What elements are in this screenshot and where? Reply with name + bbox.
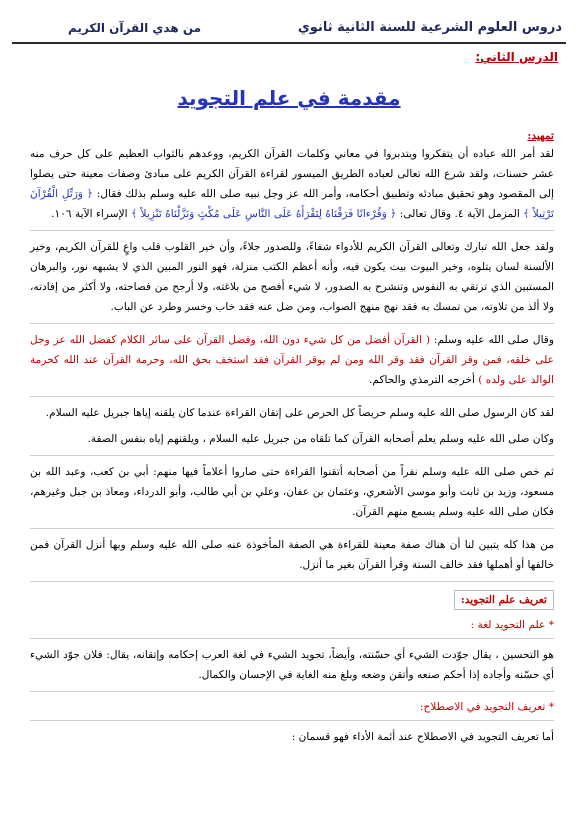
divider [30,323,554,324]
divider [30,455,554,456]
hadith-intro: وقال صلى الله عليه وسلم: [430,334,554,346]
divider [30,230,554,231]
paragraph-2: ولقد جعل الله تبارك وتعالى القرآن الكريم للأدواء شفاءً، وللصدور جلاءً، وأن خير القلوب قلب واعٍ للقرآن الكريم، وخير الألسنة لسان يتلوه، وخير البيوت بيت يكون فيه، وأنه أعظم الكتب منزلة، فهو النور المبين الذي لا يشبهه نور، والبرهان المستبين الذي ترتقي به النفوس وتنشرح به الصدور، لا شيء أفصح من بلاغته، ولا أرجح من فصاحته، ولا أكثر من إفادته، ولا ألذ من تلاوته، من تمسك به فقد نهج منهج الصواب، ومن ضل عنه فقد خاب وخسر وطرد عن الباب. [30,241,554,313]
page-header [12,16,566,42]
hadith-source: أخرجه الترمذي والحاكم. [369,374,479,386]
intro-heading: تمهيد: [527,130,554,142]
divider [30,638,554,639]
paragraph-6: ثم خص صلى الله عليه وسلم نفراً من أصحابه أتقنوا القراءة حتى صاروا أعلاماً فيها منهم: أبي بن كعب، وعبد الله بن مسعود، وزيد بن ثابت وأبو موسى الأشعري، وعثمان بن عفان، وعلي بن أبي طالب، وأبو الدرداء، ومعاذ بن جبل وغيرهم، فكان صلى الله عليه وسلم يسمع منهم القرآن. [30,466,554,518]
linguistic-definition-text: هو التحسين ، يقال جوّدت الشيء أي حسّنته، وأيضاً، تجويد الشيء في لغة العرب إحكامه وإتقانه، يقال: فلان جوّد الشيء أي حسّنه وأجاده إذا أحكم صنعه وأتقن وضعه وبلغ منه الغاية في الإحسان والكمال. [30,649,554,681]
page-title: مقدمة في علم التجويد [177,86,401,110]
paragraph-1 [30,144,554,224]
verse-muzzammil: ﴿ وَرَتِّلِ الْقُرْآنَ تَرْتِيلاً ﴾ [30,188,554,220]
technical-definition-heading: * تعريف التجويد في الاصطلاح: [419,701,554,713]
divider [30,396,554,397]
divider [30,691,554,692]
header-rule [12,42,566,44]
paragraph-4: لقد كان الرسول صلى الله عليه وسلم حريصاً كل الحرص على إتقان القراءة عندما كان يلقنه إياها جبريل عليه السلام. [45,407,554,419]
divider [30,581,554,582]
document-body [30,130,554,753]
lesson-label: الدرس الثاني: [475,50,558,64]
hadith-text: ( القرآن أفضل من كل شيء دون الله، وفضل القرآن على سائر الكلام كفضل الله عز وجل على خلقه، فمن وقر القرآن فقد وقر الله ومن لم يوقر القرآن فقد استخف بحق الله، وحرمة القرآن عند الله كحرمة الوالد على ولده ) [30,334,554,386]
verse-isra: ﴿ وَقُرْءانًا فَرَقْنَاهُ لِتَقْرَأَهُ عَلَى النَّاسِ عَلَى مُكْثٍ وَنَزَّلْنَاهُ تَنْزِيلاً ﴾ [130,208,397,220]
paragraph-1-text: لقد أمر الله عباده أن يتفكروا ويتدبروا في معاني وكلمات القرآن الكريم، ووعدهم بالثواب العظيم على كل حرف منه عشر حسنات، ولقد شرع الله تعالى لعباده الطريق الميسور لقراءة القرآن الكريم على مبادئ وصفات معينة حتى يصلوا إلى المقصود وهو تحقيق مبادئه وتطبيق أحكامه، وأمر الله عز وجل نبيه صلى الله عليه وسلم بذلك فقال: [30,148,555,200]
verse-ref-1: المزمل الآية ٤. وقال تعالى: [396,208,524,220]
definition-heading: تعريف علم التجويد: [454,590,554,610]
paragraph-5: وكان صلى الله عليه وسلم يعلم أصحابه القرآن كما تلقاه من جبريل عليه السلام ، ويلقنهم إياه بنفس الصفة. [87,433,554,445]
header-book-title: من هدي القرآن الكريم [68,21,202,35]
technical-definition-text: أما تعريف التجويد في الاصطلاح عند أئمة الأداء فهو قسمان : [291,731,554,743]
divider [30,528,554,529]
linguistic-definition-heading: * علم التجويد لغة : [470,619,554,631]
paragraph-7: من هذا كله يتبين لنا أن هناك صفة معينة للقراءة هي الصفة المأخوذة عنه صلى الله عليه وسلم وبها أنزل القرآن فمن خالفها أو أهملها فقد خالف السنة وقرأ القرآن بغير ما أنزل. [30,539,554,571]
divider [30,720,554,721]
paragraph-3 [30,330,554,390]
header-series-title: دروس العلوم الشرعية للسنة الثانية ثانوي [297,20,562,35]
verse-ref-2: الإسراء الآية ١٠٦. [51,208,131,220]
